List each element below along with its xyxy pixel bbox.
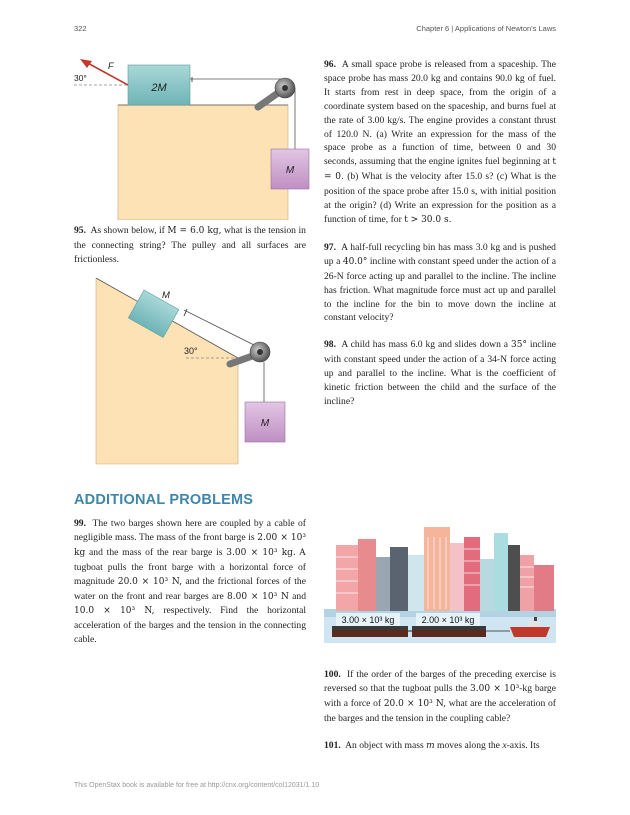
problem-99-text-4: and the frictional forces of the water on the front and rear barges are [74, 575, 306, 602]
problem-101-math-1: m [426, 740, 435, 751]
problem-99 [74, 517, 306, 647]
problem-100-number: 100. [324, 669, 341, 680]
hanging-mass-label: M [285, 165, 295, 176]
problem-99-text-2: and the mass of the rear barge is [89, 546, 223, 558]
problem-99-number: 99. [74, 518, 86, 529]
problem-99-text-5: and [292, 590, 306, 602]
right-column-top [324, 58, 556, 422]
figure-block-pulley [70, 55, 310, 220]
rear-barge [332, 629, 408, 637]
problem-99-text-1: The two barges shown here are coupled by a cable of negligible mass. The mass of the front barge is [74, 518, 306, 543]
problem-95 [74, 224, 306, 267]
problem-99-math-4: 8.00 × 10³ N [227, 591, 289, 602]
front-barge-label: 2.00 × 10³ kg [421, 615, 475, 625]
figure-incline [92, 278, 292, 466]
problem-97-number: 97. [324, 241, 336, 253]
block-2m-label: 2M [151, 82, 167, 94]
problem-97-text-1: A half-full recycling bin has mass 3.0 kg and is pushed up a [324, 241, 556, 267]
problem-99-math-2: 3.00 × 10³ kg. [226, 547, 296, 558]
chapter-title: Chapter 6 | Applications of Newton's Laws [416, 24, 556, 33]
problem-98-text-1: A child has mass 6.0 kg and slides down a [341, 339, 509, 351]
problem-97-math-1: 40.0° [342, 256, 368, 267]
incline-hanging-label: M [260, 418, 270, 429]
problem-99-math-1: 2.00 × 10³ kg [74, 532, 306, 558]
problem-100-text-3: what are the acceleration of the barges and the tension in the coupling cable? [324, 697, 556, 724]
problem-95-number: 95. [74, 225, 86, 236]
problem-101 [324, 739, 556, 754]
problem-101-math-2: x [502, 739, 507, 751]
rear-barge-label: 3.00 × 10³ kg [341, 615, 395, 625]
problem-98-number: 98. [324, 339, 336, 351]
problem-100-math-1: 3.00 × 10³ [470, 683, 520, 694]
right-column-bottom [324, 668, 556, 767]
problem-98-math-1: 35° [511, 340, 527, 351]
problem-99-math-5: 10.0 × 10³ N, [74, 606, 155, 617]
problem-100-text-1: If the order of the barges of the preceding exercise is reversed so that the tugboat pulls the [324, 669, 556, 694]
problem-101-text-2: moves along the [437, 739, 500, 751]
problem-96-text-2: (b) What is the velocity after 15.0 s? (c) What is the position of the space probe after 15.0 s, with initial position at the origin? (d) Write an expression for the position as a function of time, for [324, 171, 556, 225]
force-arrow [84, 61, 128, 85]
footer-note: This OpenStax book is available for free at http://cnx.org/content/col12031/1.10 [74, 782, 320, 789]
problem-100-math-2: 20.0 × 10³ N, [383, 698, 447, 709]
problem-99-text-3: A tugboat pulls the front barge with a horizontal force of magnitude [74, 546, 306, 587]
problem-99-text-6: respectively. Find the horizontal acceleration of the barges and the tension in the connecting cable. [74, 605, 306, 646]
incline-angle-label: 30° [184, 346, 198, 356]
problem-101-number: 101. [324, 739, 341, 751]
problem-101-text-3: -axis. Its [506, 739, 540, 751]
problem-97-text-2: incline with constant speed under the action of a 26-N force acting up and parallel to the incline. The incline has friction. What magnitude force must act up and parallel to the incline for the bin to move down the incline at constant velocity? [324, 255, 557, 324]
figure-barges [324, 517, 556, 643]
problem-96-math-2: t > 30.0 s. [404, 214, 452, 225]
table [118, 105, 288, 220]
problem-96-text-1: A small space probe is released from a spaceship. The space probe has mass 20.0 kg and contains 90.0 kg of fuel. It starts from rest in deep space, from the origin of a coordinate system based on the spaceship, and burns fuel at the rate of 3.00 kg/s. The engine provides a constant thrust of 120.0 N. (a) Write an expression for the mass of the space probe as a function of time, between 0 and 30 seconds, assuming that the engine ignites fuel beginning at [324, 59, 556, 168]
problem-95-mass: M = 6.0 kg, [167, 226, 222, 236]
problem-96-number: 96. [324, 59, 336, 70]
problem-96 [324, 58, 556, 228]
force-label: F [108, 61, 114, 71]
problem-100 [324, 668, 556, 726]
problem-99-math-3: 20.0 × 10³ N, [117, 576, 183, 587]
problem-95-text: As shown below, if [90, 225, 165, 236]
incline-block-label: M [162, 290, 170, 301]
problem-101-text-1: An object with mass [345, 739, 424, 751]
problem-98-text-2: incline with constant speed under the action of a 34-N force acting up and parallel to the incline. What is the coefficient of kinetic friction between the child and the surface of the incline? [324, 339, 557, 407]
problem-98 [324, 338, 556, 409]
force-angle-label: 30° [74, 73, 87, 83]
front-barge [412, 629, 486, 637]
section-title: ADDITIONAL PROBLEMS [74, 492, 254, 508]
page-number: 322 [74, 24, 87, 33]
problem-96-math-1: t = 0. [324, 157, 556, 183]
problem-97 [324, 241, 556, 325]
tugboat [510, 627, 550, 637]
problem-100-text-2: -kg barge with a force of [324, 682, 556, 709]
problem-95-text-b: what is the tension in the connecting string? The pulley and all surfaces are frictionless. [74, 225, 306, 265]
